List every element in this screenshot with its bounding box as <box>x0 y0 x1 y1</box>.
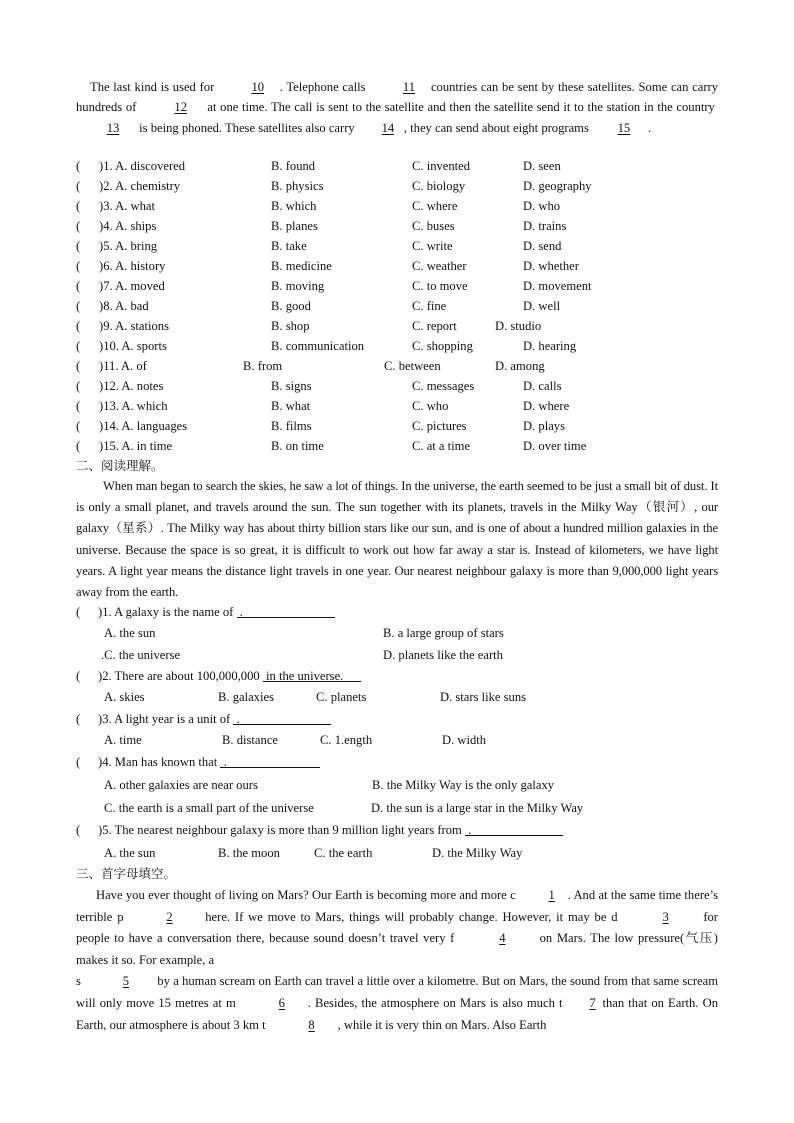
blank-15: 15 <box>617 120 631 135</box>
q5-option-d: D. the Milky Way <box>432 846 523 860</box>
option-a: )5. A. bring <box>99 239 158 253</box>
blank-10: 10 <box>251 80 265 94</box>
option-d: D. studio <box>495 319 542 333</box>
option-d: D. seen <box>523 159 561 173</box>
q2-option-d: D. stars like suns <box>440 690 527 704</box>
option-d: D. hearing <box>523 339 577 353</box>
answer-paren: ( <box>76 359 81 373</box>
option-a: )11. A. of <box>99 359 147 373</box>
option-c: C. messages <box>412 379 475 393</box>
fill-text-9: than that on Earth. On Earth, our atmosphere is about 3 km t <box>76 995 718 1032</box>
question-5-stem <box>98 823 471 838</box>
cloze-question-5 <box>76 239 726 259</box>
option-b: B. medicine <box>271 259 332 273</box>
answer-paren: ( <box>76 823 81 837</box>
option-d: D. plays <box>523 419 565 433</box>
q1-option-b: B. a large group of stars <box>383 626 504 640</box>
option-b: B. communication <box>271 339 365 353</box>
answer-blank <box>237 605 335 618</box>
option-d: D. well <box>523 299 561 313</box>
answer-paren: ( <box>76 239 81 253</box>
answer-blank <box>220 755 320 768</box>
option-c: C. invented <box>412 159 471 173</box>
cloze-question-13 <box>76 399 726 419</box>
option-c: C. weather <box>412 259 467 273</box>
fill-text-5: on Mars. The low pressure(气压) makes it so. For example, a <box>76 931 718 967</box>
option-b: B. physics <box>271 179 324 193</box>
q2-option-a: A. skies <box>104 690 145 704</box>
option-b: B. planes <box>271 219 318 233</box>
option-c: C. between <box>384 359 441 373</box>
option-b: B. found <box>271 159 316 173</box>
cloze-question-12 <box>76 379 726 399</box>
cloze-question-4 <box>76 219 726 239</box>
answer-paren: ( <box>76 755 81 769</box>
option-d: D. among <box>495 359 545 373</box>
fill-text-6: s <box>76 974 81 989</box>
cloze-question-11 <box>76 359 726 379</box>
option-c: C. shopping <box>412 339 473 353</box>
fill-section-title: 三、首字母填空。 <box>76 866 177 881</box>
question-2-text: )2. There are about 100,000,000 <box>98 669 260 683</box>
reading-passage: When man began to search the skies, he saw a lot of things. In the universe, the earth seemed to be just a small bit of dust. It is only a small planet, and travels around the sun. The sun together with its planets, travels in the Milky Way（银河）, our galaxy（星系）. The Milky way has about thirty billion stars like our sun, and is one of about a hundred million galaxies in the universe. Because the space is so great, it is difficult to work out how far away a star is. Instead of kilometers, we have light years. A light year means the distance light travels in one year. Our nearest neighbour galaxy is more than 9,000,000 light years away from the earth. <box>76 479 718 600</box>
question-1-stem <box>98 605 243 620</box>
fill-blank-7: 7 <box>589 995 596 1010</box>
cloze-question-6 <box>76 259 726 279</box>
q4-option-c: C. the earth is a small part of the universe <box>104 801 314 815</box>
question-2-stem <box>98 669 343 684</box>
answer-paren: ( <box>76 199 81 213</box>
q4-option-a: A. other galaxies are near ours <box>104 778 258 792</box>
fill-blank-8: 8 <box>308 1017 315 1032</box>
option-a: )14. A. languages <box>99 419 188 433</box>
option-b: B. from <box>243 359 283 373</box>
fill-text-7: by a human scream on Earth can travel a little over a kilometre. But on Mars, the sound from that same scream will only move 15 metres at m <box>76 974 718 1010</box>
question-3-text: )3. A light year is a unit of <box>98 712 231 726</box>
option-a: )2. A. chemistry <box>99 179 181 193</box>
cloze-text-3: countries can be sent by these satellites. Some can carry hundreds of <box>76 80 719 115</box>
option-c: C. pictures <box>412 419 467 433</box>
answer-paren: ( <box>76 339 81 353</box>
cloze-question-15 <box>76 439 726 459</box>
option-a: )7. A. moved <box>99 279 165 293</box>
option-c: C. report <box>412 319 457 333</box>
q1-option-d: D. planets like the earth <box>383 648 503 662</box>
q3-option-a: A. time <box>104 733 142 747</box>
question-2-tail: in the universe. <box>266 669 344 683</box>
answer-paren: ( <box>76 179 81 193</box>
option-d: D. movement <box>523 279 592 293</box>
question-dot: . <box>468 823 472 837</box>
q3-option-c: C. 1.ength <box>320 733 373 747</box>
option-a: )13. A. which <box>99 399 168 413</box>
option-b: B. which <box>271 199 317 213</box>
question-4-stem <box>98 755 227 770</box>
answer-paren: ( <box>76 712 81 726</box>
cloze-text-4: at one time. The call is sent to the satellite and then the satellite send it to the station in the country <box>207 100 715 115</box>
reading-question-5 <box>76 823 716 843</box>
fill-text-10: , while it is very thin on Mars. Also Earth <box>337 1017 547 1032</box>
answer-paren: ( <box>76 319 81 333</box>
answer-paren: ( <box>76 259 81 273</box>
answer-paren: ( <box>76 299 81 313</box>
answer-paren: ( <box>76 159 81 173</box>
fill-blank-3: 3 <box>662 909 669 924</box>
answer-blank <box>465 823 563 836</box>
fill-blank-5: 5 <box>122 974 130 989</box>
option-d: D. geography <box>523 179 592 193</box>
cloze-text-2: . Telephone calls <box>279 80 366 94</box>
option-d: D. trains <box>523 219 567 233</box>
option-b: B. on time <box>271 439 324 453</box>
option-d: D. send <box>523 239 562 253</box>
q1-option-c: .C. the universe <box>101 648 181 662</box>
option-c: C. at a time <box>412 439 471 453</box>
fill-text-1: Have you ever thought of living on Mars? Our Earth is becoming more and more c <box>96 888 516 902</box>
option-d: D. whether <box>523 259 579 273</box>
blank-14: 14 <box>381 120 395 135</box>
cloze-passage <box>76 77 718 138</box>
answer-paren: ( <box>76 219 81 233</box>
option-c: C. biology <box>412 179 466 193</box>
option-d: D. who <box>523 199 561 213</box>
option-b: B. signs <box>271 379 312 393</box>
reading-section-title: 二、阅读理解。 <box>76 458 164 473</box>
fill-blank-6: 6 <box>278 995 285 1010</box>
option-c: C. buses <box>412 219 455 233</box>
cloze-question-8 <box>76 299 726 319</box>
cloze-question-2 <box>76 179 726 199</box>
question-5-text: )5. The nearest neighbour galaxy is more than 9 million light years from <box>98 823 462 837</box>
answer-paren: ( <box>76 279 81 293</box>
answer-paren: ( <box>76 439 81 453</box>
fill-text-3: here. If we move to Mars, things will probably change. However, it may be d <box>205 909 618 924</box>
option-a: )6. A. history <box>99 259 166 273</box>
option-a: )10. A. sports <box>99 339 167 353</box>
q4-option-d: D. the sun is a large star in the Milky Way <box>371 801 584 815</box>
q2-option-c: C. planets <box>316 690 367 704</box>
option-b: B. shop <box>271 319 310 333</box>
option-a: )3. A. what <box>99 199 155 213</box>
option-d: D. where <box>523 399 570 413</box>
reading-question-3 <box>76 712 716 732</box>
option-b: B. what <box>271 399 311 413</box>
blank-11: 11 <box>402 80 416 94</box>
cloze-text-7: . <box>648 120 652 135</box>
question-4-text: )4. Man has known that <box>98 755 218 769</box>
option-c: C. write <box>412 239 453 253</box>
fill-text-4: for people to have a conversation there, because sound doesn’t travel very f <box>76 909 718 946</box>
q3-option-b: B. distance <box>222 733 278 747</box>
fill-blank-2: 2 <box>166 909 173 924</box>
q5-option-b: B. the moon <box>218 846 280 860</box>
answer-paren: ( <box>76 419 81 433</box>
fill-passage <box>76 885 718 1036</box>
blank-13: 13 <box>106 120 120 135</box>
option-a: )4. A. ships <box>99 219 157 233</box>
option-a: )1. A. discovered <box>99 159 186 173</box>
option-a: )12. A. notes <box>99 379 164 393</box>
option-b: B. moving <box>271 279 325 293</box>
cloze-question-1 <box>76 159 726 179</box>
answer-paren: ( <box>76 399 81 413</box>
reading-question-4 <box>76 755 716 775</box>
option-c: C. to move <box>412 279 468 293</box>
answer-paren: ( <box>76 605 81 619</box>
option-c: C. where <box>412 199 458 213</box>
question-dot: . <box>239 605 243 619</box>
q1-option-a: A. the sun <box>104 626 156 640</box>
answer-paren: ( <box>76 379 81 393</box>
option-b: B. good <box>271 299 311 313</box>
q5-option-a: A. the sun <box>104 846 156 860</box>
cloze-text-6: , they can send about eight programs <box>403 120 589 135</box>
blank-12: 12 <box>174 100 187 115</box>
answer-blank <box>233 712 331 725</box>
option-b: B. take <box>271 239 307 253</box>
cloze-question-10 <box>76 339 726 359</box>
option-a: )8. A. bad <box>99 299 149 313</box>
option-c: C. who <box>412 399 449 413</box>
answer-blank <box>263 669 361 682</box>
cloze-text-5: is being phoned. These satellites also carry <box>139 120 355 135</box>
cloze-question-14 <box>76 419 726 439</box>
option-c: C. fine <box>412 299 447 313</box>
fill-text-8: . Besides, the atmosphere on Mars is also much t <box>307 995 563 1010</box>
option-d: D. over time <box>523 439 587 453</box>
reading-question-2 <box>76 669 716 689</box>
cloze-question-9 <box>76 319 726 339</box>
question-3-stem <box>98 712 240 727</box>
q4-option-b: B. the Milky Way is the only galaxy <box>372 778 555 792</box>
question-1-text: )1. A galaxy is the name of <box>98 605 234 619</box>
q3-option-d: D. width <box>442 733 487 747</box>
fill-blank-4: 4 <box>499 931 506 946</box>
option-d: D. calls <box>523 379 562 393</box>
option-a: )9. A. stations <box>99 319 169 333</box>
q5-option-c: C. the earth <box>314 846 373 860</box>
question-dot: . <box>236 712 240 726</box>
answer-paren: ( <box>76 669 81 683</box>
cloze-question-7 <box>76 279 726 299</box>
q2-option-b: B. galaxies <box>218 690 274 704</box>
option-b: B. films <box>271 419 312 433</box>
fill-text-2: . And at the same time there’s terrible p <box>76 888 719 924</box>
fill-blank-1: 1 <box>548 888 555 902</box>
reading-question-1 <box>76 605 716 625</box>
question-dot: . <box>223 755 227 769</box>
cloze-question-3 <box>76 199 726 219</box>
option-a: )15. A. in time <box>99 439 173 453</box>
cloze-text-1: The last kind is used for <box>90 80 215 94</box>
